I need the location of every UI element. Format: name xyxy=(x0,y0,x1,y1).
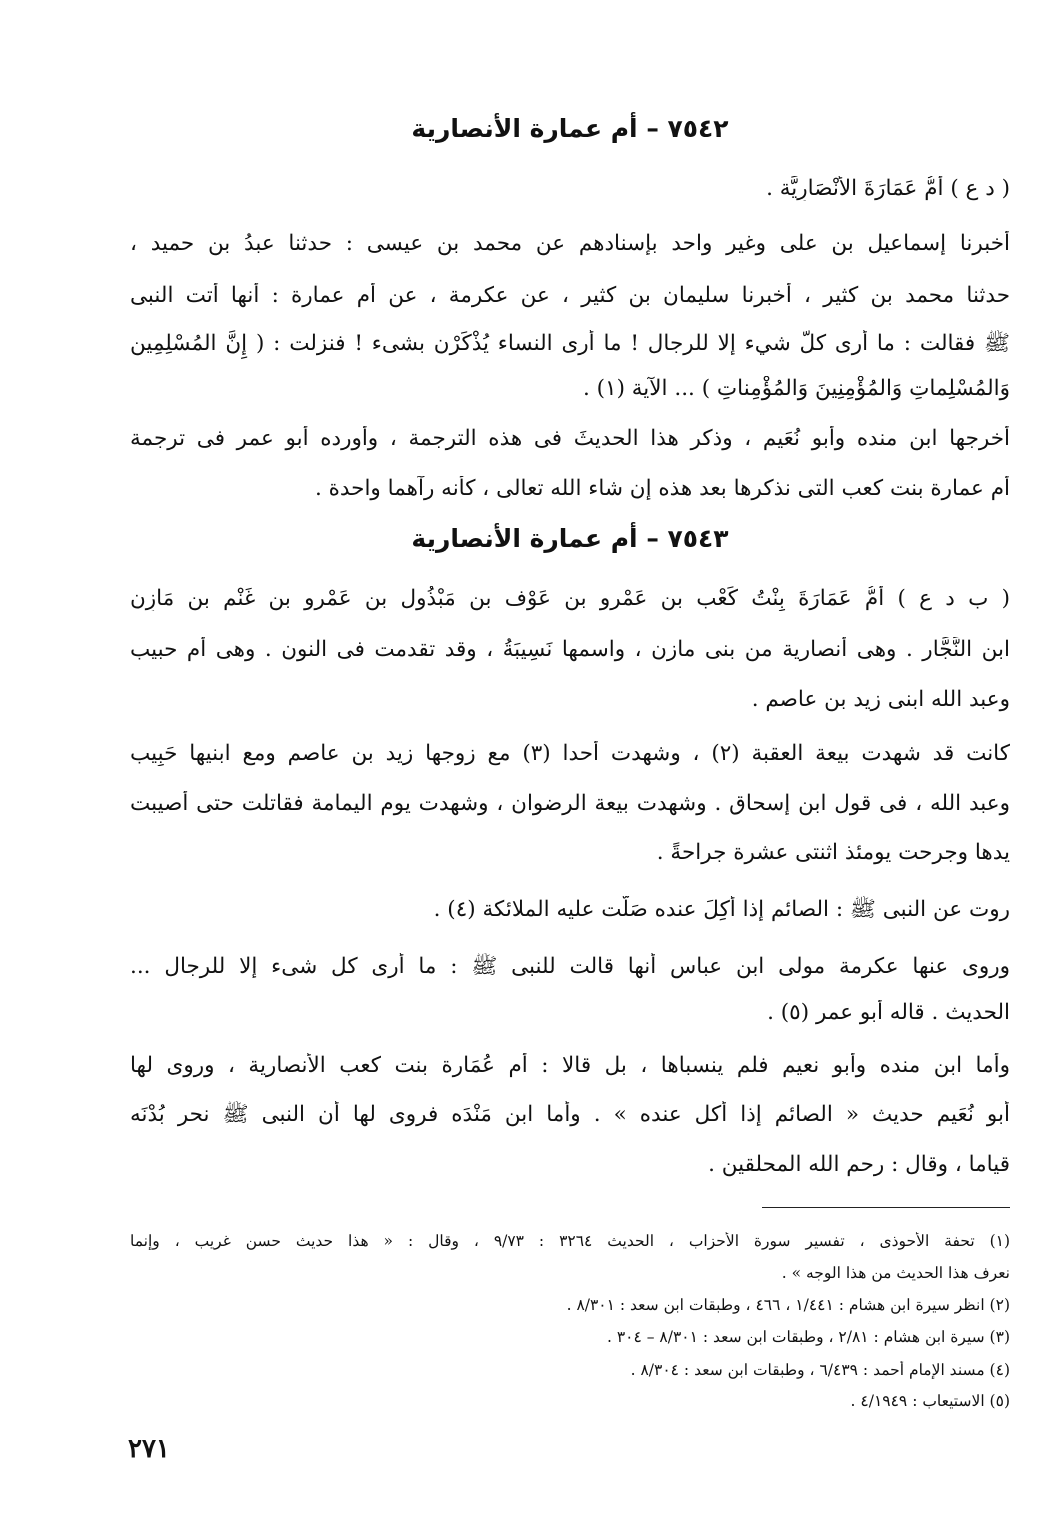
entry-heading-7542: ٧٥٤٢ – أم عمارة الأنصارية xyxy=(411,114,729,143)
entry-7542-line-6: أخرجها ابن منده وأبو نُعَيم ، وذكر هذا الحديثَ فى هذه الترجمة ، وأورده أبو عمر فى ترجمة xyxy=(130,426,1010,451)
footnote-4: (٤) مسند الإمام أحمد : ٦/٤٣٩ ، وطبقات ابن سعد : ٨/٣٠٤ . xyxy=(630,1361,1010,1379)
entry-7543-line-12: قياما ، وقال : رحم الله المحلقين . xyxy=(708,1152,1010,1177)
entry-heading-7543: ٧٥٤٣ – أم عمارة الأنصارية xyxy=(411,524,729,553)
entry-7543-line-7: روت عن النبى ﷺ : الصائم إذا أُكِلَ عنده صَلَّت عليه الملائكة (٤) . xyxy=(433,897,1010,922)
entry-7542-line-3: حدثنا محمد بن كثير ، أخبرنا سليمان بن كثير ، عن عكرمة ، عن أم عمارة : أنها أتت النبى xyxy=(130,283,1010,308)
entry-7543-line-3: وعبد الله ابنى زيد بن عاصم . xyxy=(751,687,1010,712)
entry-7542-line-1: ( د ع ) أُمُّ عَمَارَةَ الأَنْصَارِيَّة . xyxy=(766,176,1010,201)
entry-7542-line-7: أم عمارة بنت كعب التى نذكرها بعد هذه إن شاء الله تعالى ، كأنه رآهما واحدة . xyxy=(314,476,1010,501)
entry-7543-line-8: وروى عنها عكرمة مولى ابن عباس أنها قالت للنبى ﷺ : ما أرى كل شىء إلا للرجال ... xyxy=(130,954,1010,979)
entry-7542-line-4: ﷺ فقالت : ما أرى كلَّ شيء إلا للرجال ! ما أرى النساء يُذْكَرْن بشىء ! فنزلت : ( إِنَّ المُسْلِمِين xyxy=(130,331,1010,356)
page-number: ٢٧١ xyxy=(128,1434,170,1464)
entry-7543-line-4: كانت قد شهدت بيعة العقبة (٢) ، وشهدت أحدا (٣) مع زوجها زيد بن عاصم ومع ابنيها حَبِيب xyxy=(130,741,1010,766)
footnote-1: (١) تحفة الأحوذى ، تفسير سورة الأحزاب ، الحديث ٣٢٦٤ : ٩/٧٣ ، وقال : « هذا حديث حسن غريب ، وإنما xyxy=(130,1232,1010,1250)
footnote-3: (٣) سيرة ابن هشام : ٢/٨١ ، وطبقات ابن سعد : ٨/٣٠١ – ٣٠٤ . xyxy=(606,1328,1010,1346)
entry-7543-line-11: أبو نُعَيم حديث « الصائم إذا أُكل عنده » . وأما ابن مَنْدَه فروى لها أن النبى ﷺ نحر بُدْنَه xyxy=(130,1102,1010,1127)
footnote-2: (٢) انظر سيرة ابن هشام : ١/٤٤١ ، ٤٦٦ ، وطبقات ابن سعد : ٨/٣٠١ . xyxy=(566,1296,1010,1314)
entry-7543-line-2: ابن النَّجَّار . وهى أنصارية من بنى مازن ، واسمها نَسِيبَةُ ، وقد تقدمت فى النون . وهى أم حبيب xyxy=(130,637,1010,662)
footnote-separator xyxy=(762,1207,1010,1208)
footnote-5: (٥) الاستيعاب : ٤/١٩٤٩ . xyxy=(850,1392,1010,1410)
entry-7542-line-2: أخبرنا إسماعيل بن على وغير واحد بإسنادهم عن محمد بن عيسى : حدثنا عبدُ بن حميد ، xyxy=(130,231,1010,256)
entry-7543-line-9: الحديث . قاله أبو عمر (٥) . xyxy=(767,1000,1010,1025)
entry-7543-line-1: ( ب د ع ) أُمُّ عَمَارَةَ بِنْتُ كَعْب بن عَمْرو بن عَوْف بن مَبْذُول بن عَمْرو بن غَنْم بن مَازِن xyxy=(130,586,1010,611)
entry-7543-line-10: وأما ابن منده وأبو نعيم فلم ينسباها ، بل قالا : أُم عُمَارة بنت كعب الأنصارية ، وروى لها xyxy=(130,1053,1010,1078)
footnote-1-continued: نعرف هذا الحديث من هذا الوجه » . xyxy=(781,1264,1010,1282)
entry-7543-line-5: وعبد الله ، فى قول ابن إسحاق . وشهدت بيعة الرضوان ، وشهدت يوم اليمامة فقاتلت حتى أصيبت xyxy=(130,791,1010,816)
entry-7543-line-6: يدها وجرحت يومئذ اثنتى عشرة جراحةً . xyxy=(656,840,1010,865)
entry-7542-line-5: وَالمُسْلِماتِ وَالمُؤْمِنِينَ وَالمُؤْمِناتِ ) ... الآية (١) . xyxy=(582,376,1010,401)
